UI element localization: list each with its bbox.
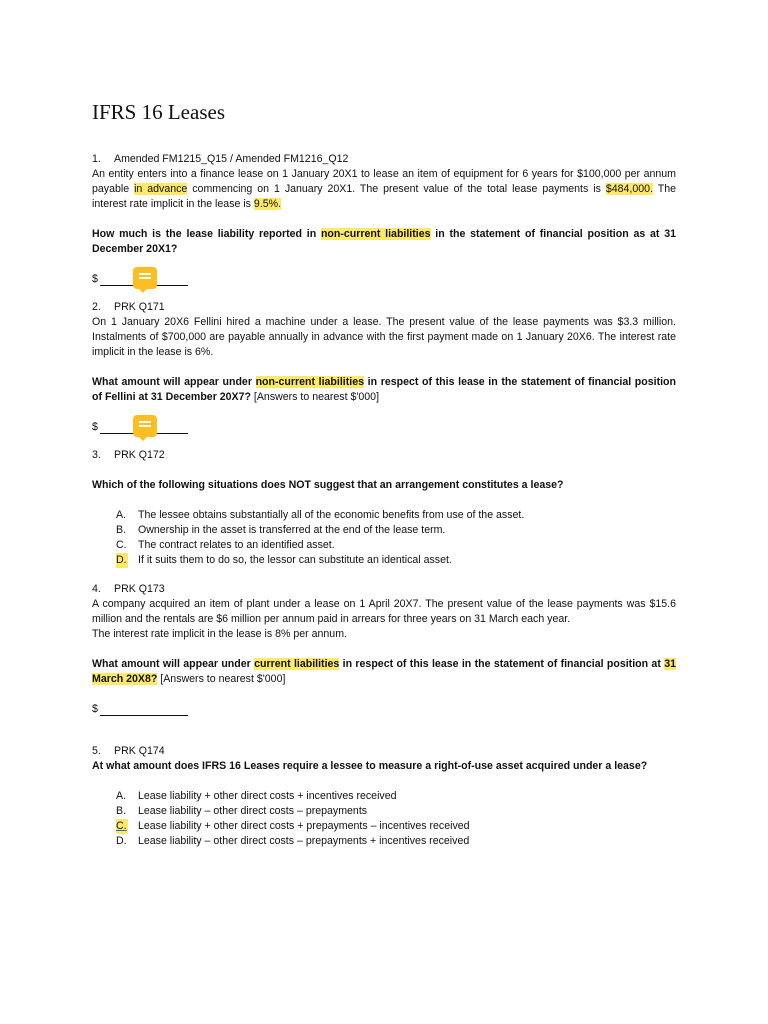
option-b[interactable]: B. Lease liability – other direct costs – prepayments	[116, 805, 368, 817]
question-4-body-2: The interest rate implicit in the lease is 8% per annum.	[92, 628, 347, 640]
answer-blank-4[interactable]: $	[92, 702, 676, 717]
highlight: non-current liabilities	[320, 228, 431, 240]
question-1-body: An entity enters into a finance lease on 1 January 20X1 to lease an item of equipment for 6 years for $100,000 per annum payable in advance commencing on 1 January 20X1. The present value of the total lease payments is $484,000. The interest rate implicit in the lease is 9.5%.	[92, 168, 676, 210]
highlight: non-current liabilities	[255, 376, 364, 388]
highlight: D.	[116, 554, 127, 566]
option-d[interactable]: D. If it suits them to do so, the lessor can substitute an identical asset.	[116, 554, 452, 566]
question-5	[92, 744, 676, 849]
question-5-options	[92, 789, 676, 849]
answer-blank-1[interactable]: $	[92, 272, 676, 287]
highlight: in advance	[134, 183, 188, 195]
question-3-heading: 3. PRK Q172	[92, 449, 165, 461]
question-4	[92, 582, 676, 717]
highlight: 31 March 20X8?	[92, 658, 676, 685]
answer-blank-2[interactable]: $	[92, 420, 676, 435]
comment-icon[interactable]	[133, 415, 157, 437]
question-2-prompt: What amount will appear under non-current liabilities in respect of this lease in the statement of financial position of Fellini at 31 December 20X7? [Answers to nearest $'000]	[92, 376, 676, 403]
option-c[interactable]: C. The contract relates to an identified asset.	[116, 539, 335, 551]
question-5-heading: 5. PRK Q174	[92, 745, 165, 757]
question-4-heading: 4. PRK Q173	[92, 583, 165, 595]
question-4-prompt: What amount will appear under current liabilities in respect of this lease in the statement of financial position at 31 March 20X8? [Answers to nearest $'000]	[92, 658, 676, 685]
highlight: C.	[116, 820, 127, 832]
question-5-prompt: At what amount does IFRS 16 Leases require a lessee to measure a right-of-use asset acquired under a lease?	[92, 760, 648, 772]
page-title: IFRS 16 Leases	[92, 100, 225, 124]
question-3	[92, 448, 676, 568]
question-2-heading: 2. PRK Q171	[92, 301, 165, 313]
question-1-heading: 1. Amended FM1215_Q15 / Amended FM1216_Q12	[92, 153, 349, 165]
option-b[interactable]: B. Ownership in the asset is transferred at the end of the lease term.	[116, 524, 446, 536]
option-a[interactable]: A. Lease liability + other direct costs + incentives received	[116, 790, 397, 802]
option-d[interactable]: D. Lease liability – other direct costs – prepayments + incentives received	[116, 835, 470, 847]
question-2-body: On 1 January 20X6 Fellini hired a machine under a lease. The present value of the lease payments was $3.3 million. Instalments of $700,000 are payable annually in advance with the first payment made on 1 January 20X6. The interest rate implicit in the lease is 6%.	[92, 316, 676, 358]
question-1-prompt: How much is the lease liability reported in non-current liabilities in the statement of financial position as at 31 December 20X1?	[92, 228, 677, 255]
question-1	[92, 152, 676, 287]
question-3-prompt: Which of the following situations does NOT suggest that an arrangement constitutes a lease?	[92, 479, 564, 491]
highlight: current liabilities	[254, 658, 340, 670]
highlight: $484,000.	[605, 183, 653, 195]
highlight: 9.5%.	[253, 198, 282, 210]
question-3-options	[92, 508, 676, 568]
question-2	[92, 300, 676, 435]
option-a[interactable]: A. The lessee obtains substantially all of the economic benefits from use of the asset.	[116, 509, 525, 521]
option-c[interactable]: C. Lease liability + other direct costs + prepayments – incentives received	[116, 820, 470, 832]
comment-icon[interactable]	[133, 267, 157, 289]
question-4-body: A company acquired an item of plant under a lease on 1 April 20X7. The present value of the lease payments was $15.6 million and the rentals are $6 million per annum paid in arrears for three years on 31 March each year.	[92, 598, 676, 625]
